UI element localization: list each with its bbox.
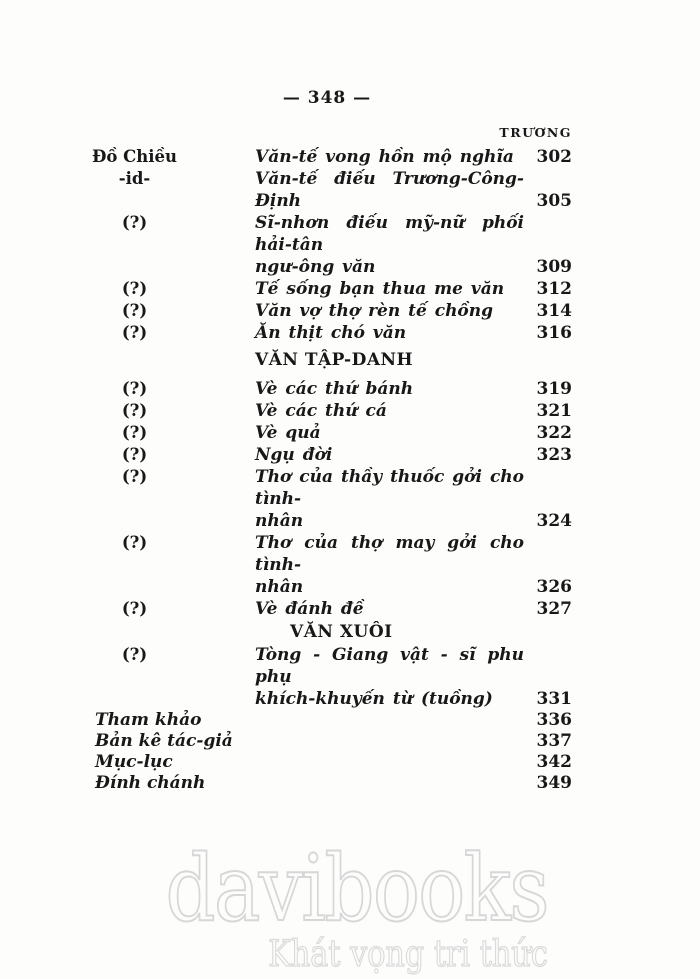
- back-matter-entry: [82, 752, 572, 773]
- toc-entry: [82, 444, 572, 466]
- page-column-header: TRƯƠNG: [499, 125, 572, 140]
- toc-entry: [82, 212, 572, 278]
- watermark-logo-text: davibooks: [165, 835, 548, 942]
- toc-entry-author: (?): [121, 423, 148, 442]
- toc-entry: [82, 378, 572, 400]
- toc-entry-title: [255, 322, 524, 344]
- toc-entry-author: (?): [121, 533, 148, 552]
- back-matter-label: Tham khảo: [95, 710, 202, 730]
- back-matter-page: 336: [536, 710, 572, 730]
- toc-entry-author: (?): [121, 645, 148, 664]
- back-matter-label: Đính chánh: [95, 773, 206, 793]
- toc-entry-title-line: Thơ của thầy thuốc gởi cho tình-: [255, 467, 524, 509]
- toc-entry-author: (?): [121, 401, 148, 420]
- toc-entry-title-line: nhân: [255, 511, 304, 531]
- toc-entry-author: (?): [121, 445, 148, 464]
- table-of-contents: [82, 125, 572, 794]
- toc-entry-page: 319: [536, 379, 572, 399]
- toc-entry: [82, 168, 572, 212]
- toc-entry-author: -id-: [118, 169, 151, 188]
- toc-entry-title: [255, 644, 524, 710]
- toc-entry-author: (?): [121, 213, 148, 232]
- toc-entry: [82, 644, 572, 710]
- toc-entry-title-line: nhân: [255, 577, 304, 597]
- toc-entry: [82, 400, 572, 422]
- section-heading-van-tap-danh: VĂN TẬP-DANH: [255, 350, 414, 370]
- toc-entry-author: (?): [121, 301, 148, 320]
- toc-entry-author: (?): [121, 323, 148, 342]
- toc-entry-title: [255, 444, 524, 466]
- toc-entry-page: 316: [536, 323, 572, 343]
- toc-entry-page: 322: [536, 423, 572, 443]
- toc-entry-author: (?): [121, 279, 148, 298]
- toc-entry: [82, 532, 572, 598]
- toc-entry-title-line: Văn vợ thợ rèn tế chồng: [255, 301, 494, 321]
- watermark-tagline-text: Khát vọng tri thức: [268, 934, 548, 975]
- toc-entry-title: [255, 598, 524, 620]
- toc-entry-title: [255, 146, 524, 168]
- toc-entry-title: [255, 400, 524, 422]
- back-matter-entry: [82, 710, 572, 731]
- toc-entry: [82, 466, 572, 532]
- back-matter-label: Bản kê tác-giả: [95, 731, 233, 751]
- toc-entry-title-line: Vè các thứ cá: [255, 401, 387, 421]
- back-matter-label: Mục-lục: [95, 752, 173, 772]
- toc-entry-page: 331: [536, 689, 572, 709]
- toc-entry-page: 326: [536, 577, 572, 597]
- back-matter-page: 349: [536, 773, 572, 793]
- toc-entry-title-line: Thơ của thợ may gởi cho tình-: [255, 533, 524, 575]
- toc-entry-title: [255, 422, 524, 444]
- toc-entry-title: [255, 378, 524, 400]
- toc-entry-author: Đồ Chiều: [91, 147, 178, 166]
- toc-entry-author: (?): [121, 379, 148, 398]
- toc-entry-title-line: Vè đánh đề: [255, 599, 364, 619]
- toc-entry-title-line: khích-khuyến từ (tuồng): [255, 689, 493, 709]
- toc-entry-page: 323: [536, 445, 572, 465]
- toc-entry-author: (?): [121, 467, 148, 486]
- toc-entry-title-line: Sĩ-nhơn điếu mỹ-nữ phối hải-tân: [255, 213, 524, 255]
- toc-entry-title-line: Vè các thứ bánh: [255, 379, 414, 399]
- toc-entry-page: 302: [536, 147, 572, 167]
- toc-entry-title-line: Vè quả: [255, 423, 321, 443]
- toc-entry-page: 309: [536, 257, 572, 277]
- back-matter-page: 337: [536, 731, 572, 751]
- toc-entry-title-line: Tòng - Giang vật - sĩ phu phụ: [255, 645, 524, 687]
- toc-entry-title: [255, 466, 524, 532]
- toc-entry-title: [255, 278, 524, 300]
- toc-entry: [82, 422, 572, 444]
- toc-entry-page: 324: [536, 511, 572, 531]
- toc-entry-title-line: Văn-tế điếu Trương-Công-Định: [255, 169, 524, 211]
- back-matter-page: 342: [536, 752, 572, 772]
- toc-entry-title-line: Ngụ đời: [255, 445, 333, 465]
- section-heading-van-xuoi: VĂN XUÔI: [290, 622, 393, 642]
- toc-entry-author: (?): [121, 599, 148, 618]
- toc-entry-page: 314: [536, 301, 572, 321]
- toc-entry-title-line: Ăn thịt chó văn: [255, 323, 407, 343]
- toc-entry: [82, 146, 572, 168]
- toc-entry: [82, 322, 572, 344]
- page-number: — 348 —: [282, 88, 372, 108]
- back-matter-entry: [82, 773, 572, 794]
- toc-entry: [82, 598, 572, 620]
- toc-entry-page: 321: [536, 401, 572, 421]
- toc-entry-title: [255, 212, 524, 278]
- toc-entry-page: 327: [536, 599, 572, 619]
- toc-entry-title-line: Tế sống bạn thua me văn: [255, 279, 505, 299]
- toc-entry: [82, 300, 572, 322]
- toc-entry-page: 305: [536, 191, 572, 211]
- toc-entry: [82, 278, 572, 300]
- toc-entry-title-line: ngư-ông văn: [255, 257, 376, 277]
- toc-entry-title: [255, 300, 524, 322]
- toc-entry-page: 312: [536, 279, 572, 299]
- toc-entry-title: [255, 168, 524, 212]
- toc-entry-title: [255, 532, 524, 598]
- toc-entry-title-line: Văn-tế vong hồn mộ nghĩa: [255, 147, 514, 167]
- back-matter-entry: [82, 731, 572, 752]
- davibooks-watermark: [98, 835, 548, 977]
